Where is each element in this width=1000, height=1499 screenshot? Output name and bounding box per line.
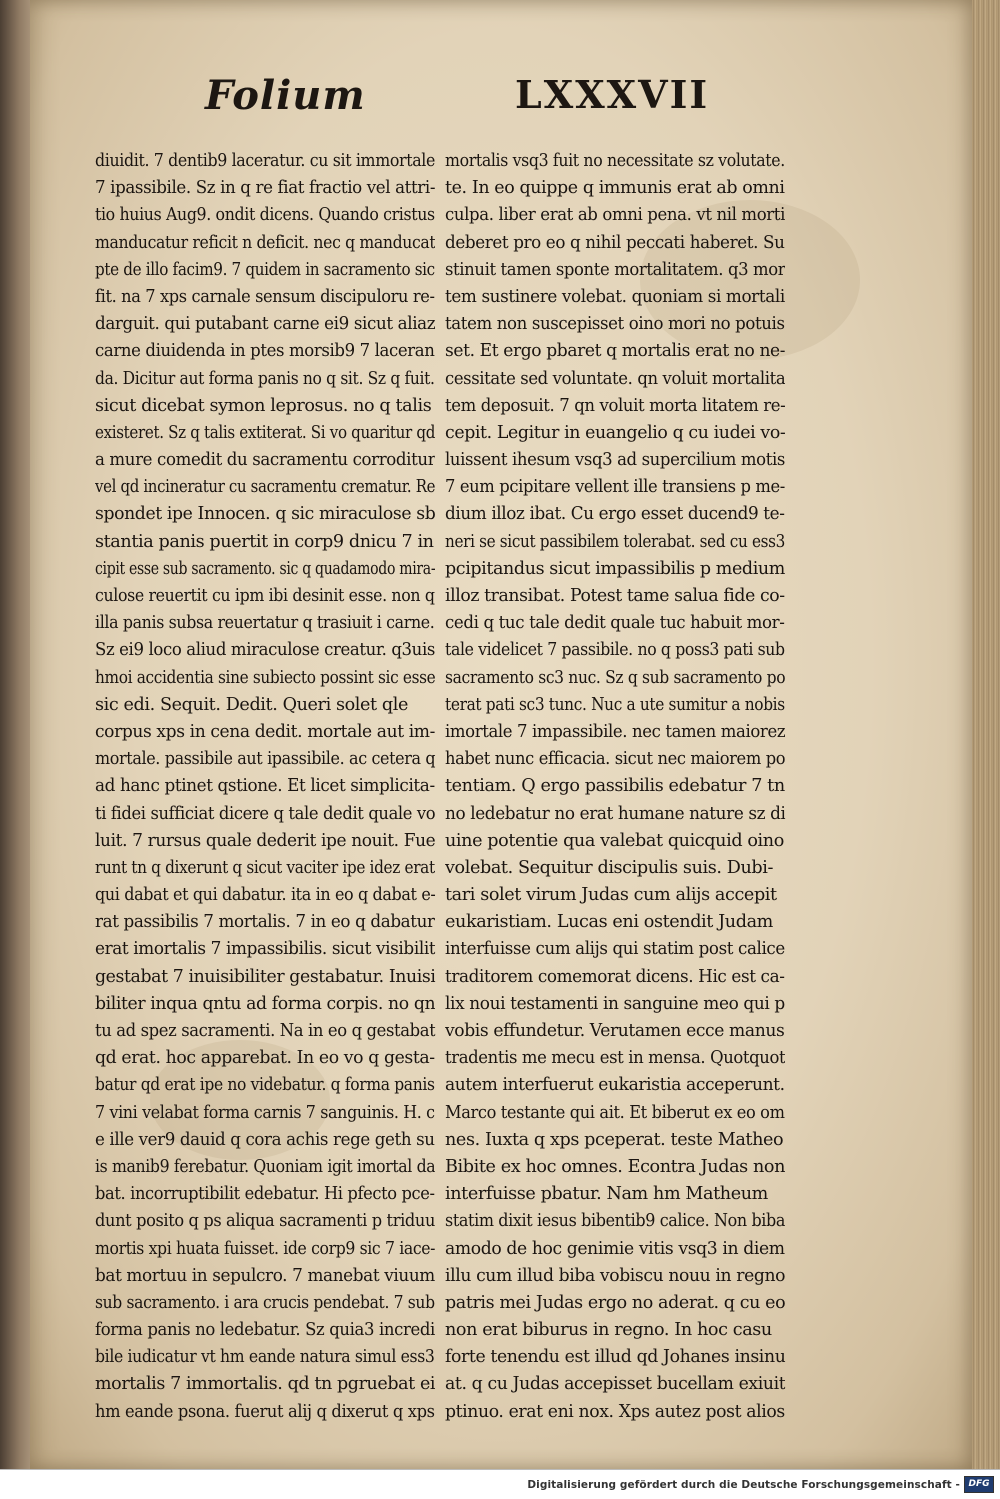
text-line: e ille ver9 dauid q cora achis rege geth su <box>95 1129 435 1150</box>
text-line: at. q cu Judas accepisset bucellam exiuit <box>445 1374 786 1395</box>
text-line: no ledebatur no erat humane nature sz di <box>445 803 786 824</box>
text-line: culose reuertit cu ipm ibi desinit esse. non q <box>95 586 435 606</box>
text-line: sacramento sc3 nuc. Sz q sub sacramento po <box>445 667 785 688</box>
text-line: tio huius Aug9. ondit dicens. Quando cristus <box>95 205 435 226</box>
text-line: ad hanc ptinet qstione. Et licet simplicita- <box>95 776 435 797</box>
text-line: runt tn q dixerunt q sicut vaciter ipe idez erat <box>95 857 435 878</box>
text-line: bile iudicatur vt hm eande natura simul ess3 <box>95 1347 435 1368</box>
text-line: pte de illo facim9. 7 quidem in sacramento sic <box>95 259 435 280</box>
text-line: set. Et ergo pbaret q mortalis erat no ne- <box>445 341 785 362</box>
text-line: hm eande psona. fuerut alij q dixerut q xps <box>95 1401 435 1422</box>
text-line: qd erat. hoc apparebat. In eo vo q gesta- <box>95 1048 435 1069</box>
text-line: tradentis me mecu est in mensa. Quotquot <box>445 1048 785 1069</box>
text-line: bat mortuu in sepulcro. 7 manebat viuum <box>95 1265 435 1286</box>
text-line: tari solet virum Judas cum alijs accepit <box>445 885 777 906</box>
text-line: sic edi. Sequit. Dedit. Queri solet qle <box>95 694 409 715</box>
text-line: nes. Iuxta q xps pceperat. teste Matheo <box>445 1129 784 1150</box>
text-line: tu ad spez sacramenti. Na in eo q gestabat <box>95 1021 436 1041</box>
text-line: 7 eum pcipitare vellent ille transiens p me- <box>445 477 785 498</box>
text-line: gestabat 7 inuisibiliter gestabatur. Inuisi <box>95 966 436 987</box>
text-line: dunt posito q ps aliqua sacramenti p triduu <box>95 1211 435 1232</box>
dfg-logo: DFG <box>964 1476 994 1493</box>
text-line: te. In eo quippe q immunis erat ab omni <box>445 178 785 199</box>
text-line: volebat. Sequitur discipulis suis. Dubi- <box>445 857 774 878</box>
text-line: forte tenendu est illud qd Johanes insinu <box>445 1347 786 1368</box>
text-line: illoz transibat. Potest tame salua fide co- <box>445 586 785 606</box>
text-line: dium illoz ibat. Cu ergo esset ducend9 te- <box>445 504 785 525</box>
text-line: hmoi accidentia sine subiecto possint sic esse <box>95 667 436 688</box>
text-line: traditorem comemorat dicens. Hic est ca- <box>445 966 785 987</box>
text-line: 7 ipassibile. Sz in q re fiat fractio vel attri- <box>95 178 435 199</box>
text-line: tentiam. Q ergo passibilis edebatur 7 tn <box>445 776 785 797</box>
text-line: statim dixit iesus bibentib9 calice. Non biba <box>445 1211 786 1232</box>
text-line: illu cum illud biba vobiscu nouu in regno <box>445 1265 785 1286</box>
text-line: cedi q tuc tale dedit quale tuc habuit mor- <box>445 613 785 634</box>
text-line: cessitate sed voluntate. qn voluit mortalita <box>445 368 785 389</box>
text-line: amodo de hoc genimie vitis vsq3 in diem <box>445 1238 785 1259</box>
text-line: patris mei Judas ergo no aderat. q cu eo <box>445 1292 785 1313</box>
text-line: lix noui testamenti in sanguine meo qui p <box>445 993 785 1014</box>
text-line: stantia panis puertit in corp9 dnicu 7 in <box>95 531 434 552</box>
text-line: spondet ipe Innocen. q sic miraculose sb <box>95 504 436 525</box>
text-line: tem deposuit. 7 qn voluit morta litatem re- <box>445 395 786 416</box>
text-line: rat passibilis 7 mortalis. 7 in eo q dabatur <box>95 912 435 933</box>
text-line: tale videlicet 7 passibile. no q poss3 pati sub <box>445 640 785 661</box>
text-line: mortalis 7 immortalis. qd tn pgruebat ei <box>95 1374 435 1395</box>
text-line: stinuit tamen sponte mortalitatem. q3 mor <box>445 259 785 280</box>
text-line: deberet pro eo q nihil peccati haberet. Su <box>445 232 785 253</box>
footer-band <box>0 1469 1000 1499</box>
text-line: qui dabat et qui dabatur. ita in eo q dabat e- <box>95 885 436 906</box>
text-line: 7 vini velabat forma carnis 7 sanguinis. H. c <box>95 1102 435 1123</box>
text-line: autem interfuerut eukaristia acceperunt. <box>445 1075 785 1096</box>
text-line: pcipitandus sicut impassibilis p medium <box>445 558 785 579</box>
text-line: is manib9 ferebatur. Quoniam igit imortal da <box>95 1156 435 1177</box>
running-head-folio-number: LXXXVII <box>515 72 710 117</box>
text-line: carne diuidenda in ptes morsib9 7 laceran <box>95 341 435 362</box>
text-line: mortalis vsq3 fuit no necessitate sz volutate. <box>445 151 785 171</box>
text-line: neri se sicut passibilem tolerabat. sed cu ess3 <box>445 531 785 552</box>
text-line: ptinuo. erat eni nox. Xps autez post alios <box>445 1401 785 1422</box>
text-line: da. Dicitur aut forma panis no q sit. Sz q fuit. <box>95 368 435 389</box>
text-column-left <box>95 148 435 1426</box>
page-fore-edge <box>972 0 1000 1470</box>
text-line: bat. incorruptibilit edebatur. Hi pfecto pce- <box>95 1184 435 1205</box>
running-head-folium: Folium <box>205 72 366 119</box>
text-line: sub sacramento. i ara crucis pendebat. 7 sub <box>95 1292 435 1313</box>
text-line: eukaristiam. Lucas eni ostendit Judam <box>445 912 773 933</box>
text-line: cipit esse sub sacramento. sic q quadamodo mira- <box>95 558 435 579</box>
text-line: habet nunc efficacia. sicut nec maiorem po <box>445 749 785 770</box>
text-line: Marco testante qui ait. Et biberut ex eo om <box>445 1102 785 1123</box>
text-line: tatem non suscepisset oino mori no potuis <box>445 314 785 335</box>
text-line: existeret. Sz q talis extiterat. Si vo quaritur qd <box>95 422 436 443</box>
text-column-right <box>445 148 785 1426</box>
text-line: manducatur reficit n deficit. nec q manducat <box>95 232 435 253</box>
text-line: non erat biburus in regno. In hoc casu <box>445 1320 772 1341</box>
text-line: batur qd erat ipe no videbatur. q forma panis <box>95 1075 435 1096</box>
text-line: illa panis subsa reuertatur q trasiuit i carne. <box>95 613 435 634</box>
text-line: biliter inqua qntu ad forma corpis. no qn <box>95 993 436 1014</box>
text-line: darguit. qui putabant carne ei9 sicut aliaz <box>95 314 436 335</box>
text-line: interfuisse pbatur. Nam hm Matheum <box>445 1184 768 1205</box>
text-line: corpus xps in cena dedit. mortale aut im- <box>95 721 435 742</box>
text-line: ti fidei sufficiat dicere q tale dedit quale vo <box>95 803 436 824</box>
text-line: uine potentie qua valebat quicquid oino <box>445 830 784 851</box>
text-line: mortis xpi huata fuisset. ide corp9 sic 7 iace- <box>95 1238 435 1259</box>
text-line: tem sustinere volebat. quoniam si mortali <box>445 286 785 307</box>
text-line: culpa. liber erat ab omni pena. vt nil morti <box>445 205 785 226</box>
text-line: a mure comedit du sacramentu corroditur <box>95 450 435 471</box>
text-line: sicut dicebat symon leprosus. no q talis <box>95 395 432 416</box>
text-line: diuidit. 7 dentib9 laceratur. cu sit immortale <box>95 151 435 171</box>
text-line: vel qd incineratur cu sacramentu crematur. Re <box>95 477 435 498</box>
text-line: mortale. passibile aut ipassibile. ac cetera q <box>95 749 436 770</box>
text-line: luit. 7 rursus quale dederit ipe nouit. Fue <box>95 830 436 851</box>
text-line: interfuisse cum alijs qui statim post calice <box>445 939 785 960</box>
digitization-credit: Digitalisierung gefördert durch die Deutsche Forschungsgemeinschaft - <box>527 1479 960 1491</box>
text-line: imortale 7 impassibile. nec tamen maiorez <box>445 721 786 742</box>
text-line: Sz ei9 loco aliud miraculose creatur. q3uis <box>95 640 435 661</box>
text-line: cepit. Legitur in euangelio q cu iudei vo- <box>445 422 786 443</box>
text-line: erat imortalis 7 impassibilis. sicut visibilit <box>95 939 436 960</box>
text-line: Bibite ex hoc omnes. Econtra Judas non <box>445 1156 785 1177</box>
text-line: fit. na 7 xps carnale sensum discipuloru re- <box>95 286 435 307</box>
text-line: vobis effundetur. Verutamen ecce manus <box>445 1021 785 1041</box>
text-line: luissent ihesum vsq3 ad supercilium motis <box>445 450 785 471</box>
text-line: terat pati sc3 tunc. Nuc a ute sumitur a nobis <box>445 694 785 715</box>
text-line: forma panis no ledebatur. Sz quia3 incredi <box>95 1320 435 1341</box>
